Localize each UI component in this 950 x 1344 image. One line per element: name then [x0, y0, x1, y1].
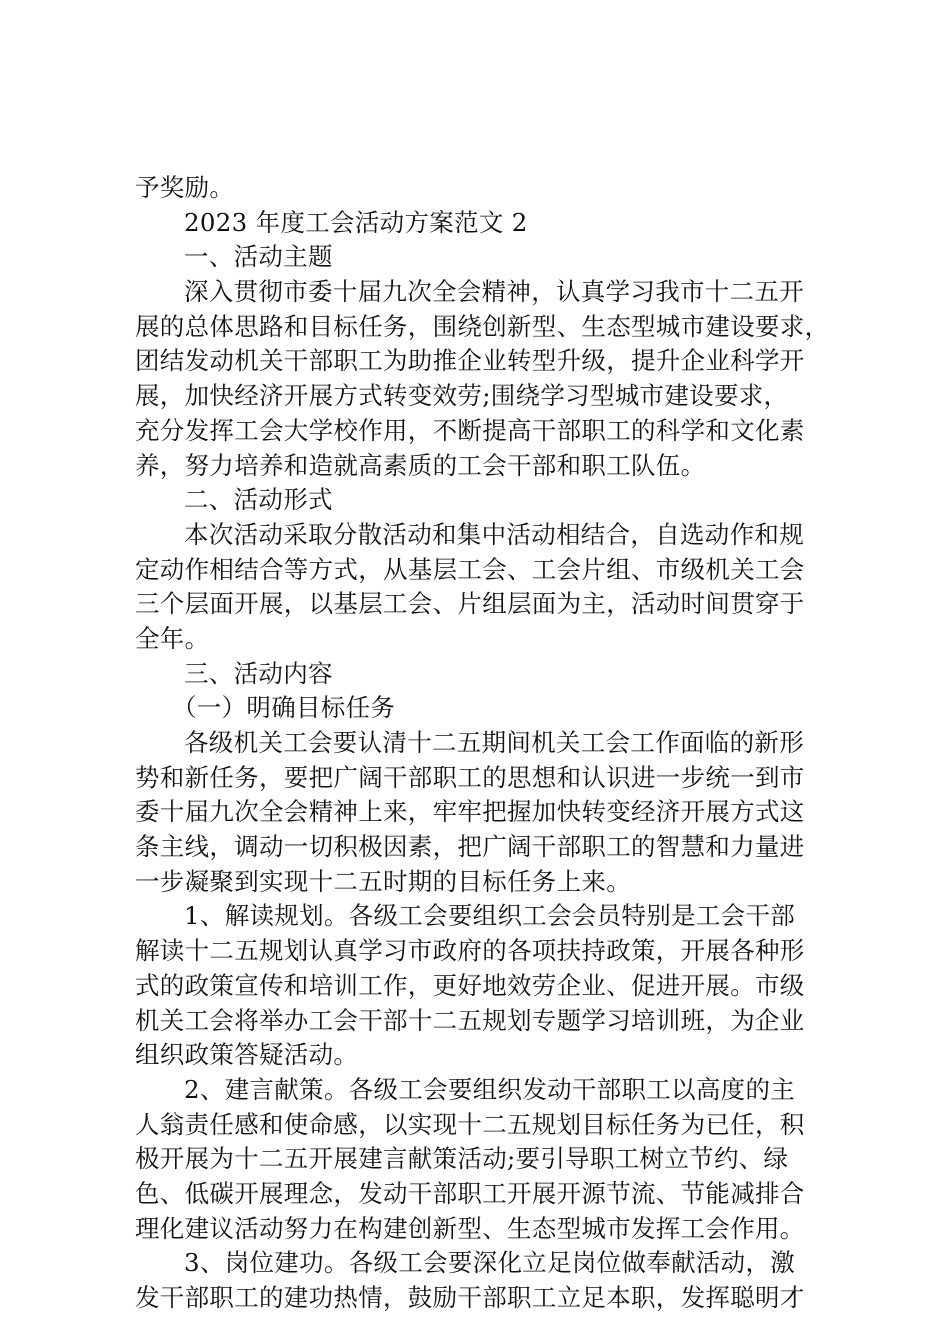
text-line: 团结发动机关干部职工为助推企业转型升级，提升企业科学开 [135, 346, 805, 376]
text-line: 委十届九次全会精神上来，牢牢把握加快转变经济开展方式这 [135, 797, 805, 827]
text-line: 充分发挥工会大学校作用，不断提高干部职工的科学和文化素 [135, 415, 805, 445]
text-line: 本次活动采取分散活动和集中活动相结合，自选动作和规 [184, 519, 804, 549]
heading-form: 二、活动形式 [184, 485, 333, 515]
text-line: 解读十二五规划认真学习市政府的各项扶持政策，开展各种形 [135, 936, 805, 966]
text-line: 养，努力培养和造就高素质的工会干部和职工队伍。 [135, 450, 706, 480]
text-line: 机关工会将举办工会干部十二五规划专题学习培训班，为企业 [135, 1005, 805, 1035]
text-line: 式的政策宣传和培训工作，更好地效劳企业、促进开展。市级 [135, 970, 805, 1000]
text-line: 人翁责任感和使命感，以实现十二五规划目标任务为已任，积 [135, 1109, 805, 1139]
text-line: 展，加快经济开展方式转变效劳;围绕学习型城市建设要求， [135, 381, 789, 411]
text-line: 予奖励。 [135, 173, 235, 202]
text-line: 各级机关工会要认清十二五期间机关工会工作面临的新形 [184, 728, 804, 757]
heading-content: 三、活动内容 [184, 658, 333, 688]
text-line: 深入贯彻市委十届九次全会精神，认真学习我市十二五开 [184, 277, 804, 307]
text-line: 展的总体思路和目标任务，围绕创新型、生态型城市建设要求， [135, 311, 830, 341]
text-line: 一步凝聚到实现十二五时期的目标任务上来。 [135, 866, 631, 896]
text-line: 极开展为十二五开展建言献策活动;要引导职工树立节约、绿 [135, 1144, 789, 1174]
text-line: 色、低碳开展理念，发动干部职工开展开源节流、节能减排合 [135, 1178, 805, 1208]
document-body [135, 171, 835, 1316]
text-line: 全年。 [135, 623, 210, 653]
text-line: 发干部职工的建功热情，鼓励干部职工立足本职，发挥聪明才 [135, 1283, 805, 1312]
text-line: 定动作相结合等方式，从基层工会、工会片组、市级机关工会 [135, 554, 805, 584]
text-line: 条主线，调动一切积极因素，把广阔干部职工的智慧和力量进 [135, 832, 805, 862]
text-line: 三个层面开展，以基层工会、片组层面为主，活动时间贯穿于 [135, 589, 805, 619]
text-line: 1、解读规划。各级工会要组织工会会员特别是工会干部 [184, 901, 796, 931]
text-line: 组织政策答疑活动。 [135, 1040, 359, 1070]
text-line: 2、建言献策。各级工会要组织发动干部职工以高度的主 [184, 1074, 796, 1104]
subheading-goals: （一）明确目标任务 [172, 693, 396, 723]
heading-theme: 一、活动主题 [184, 242, 333, 272]
text-line: 3、岗位建功。各级工会要深化立足岗位做奉献活动，激 [184, 1248, 796, 1278]
text-line: 势和新任务，要把广阔干部职工的思想和认识进一步统一到市 [135, 762, 805, 792]
section-title: 2023 年度工会活动方案范文 2 [184, 207, 528, 237]
text-line: 理化建议活动努力在构建创新型、生态型城市发挥工会作用。 [135, 1213, 805, 1243]
